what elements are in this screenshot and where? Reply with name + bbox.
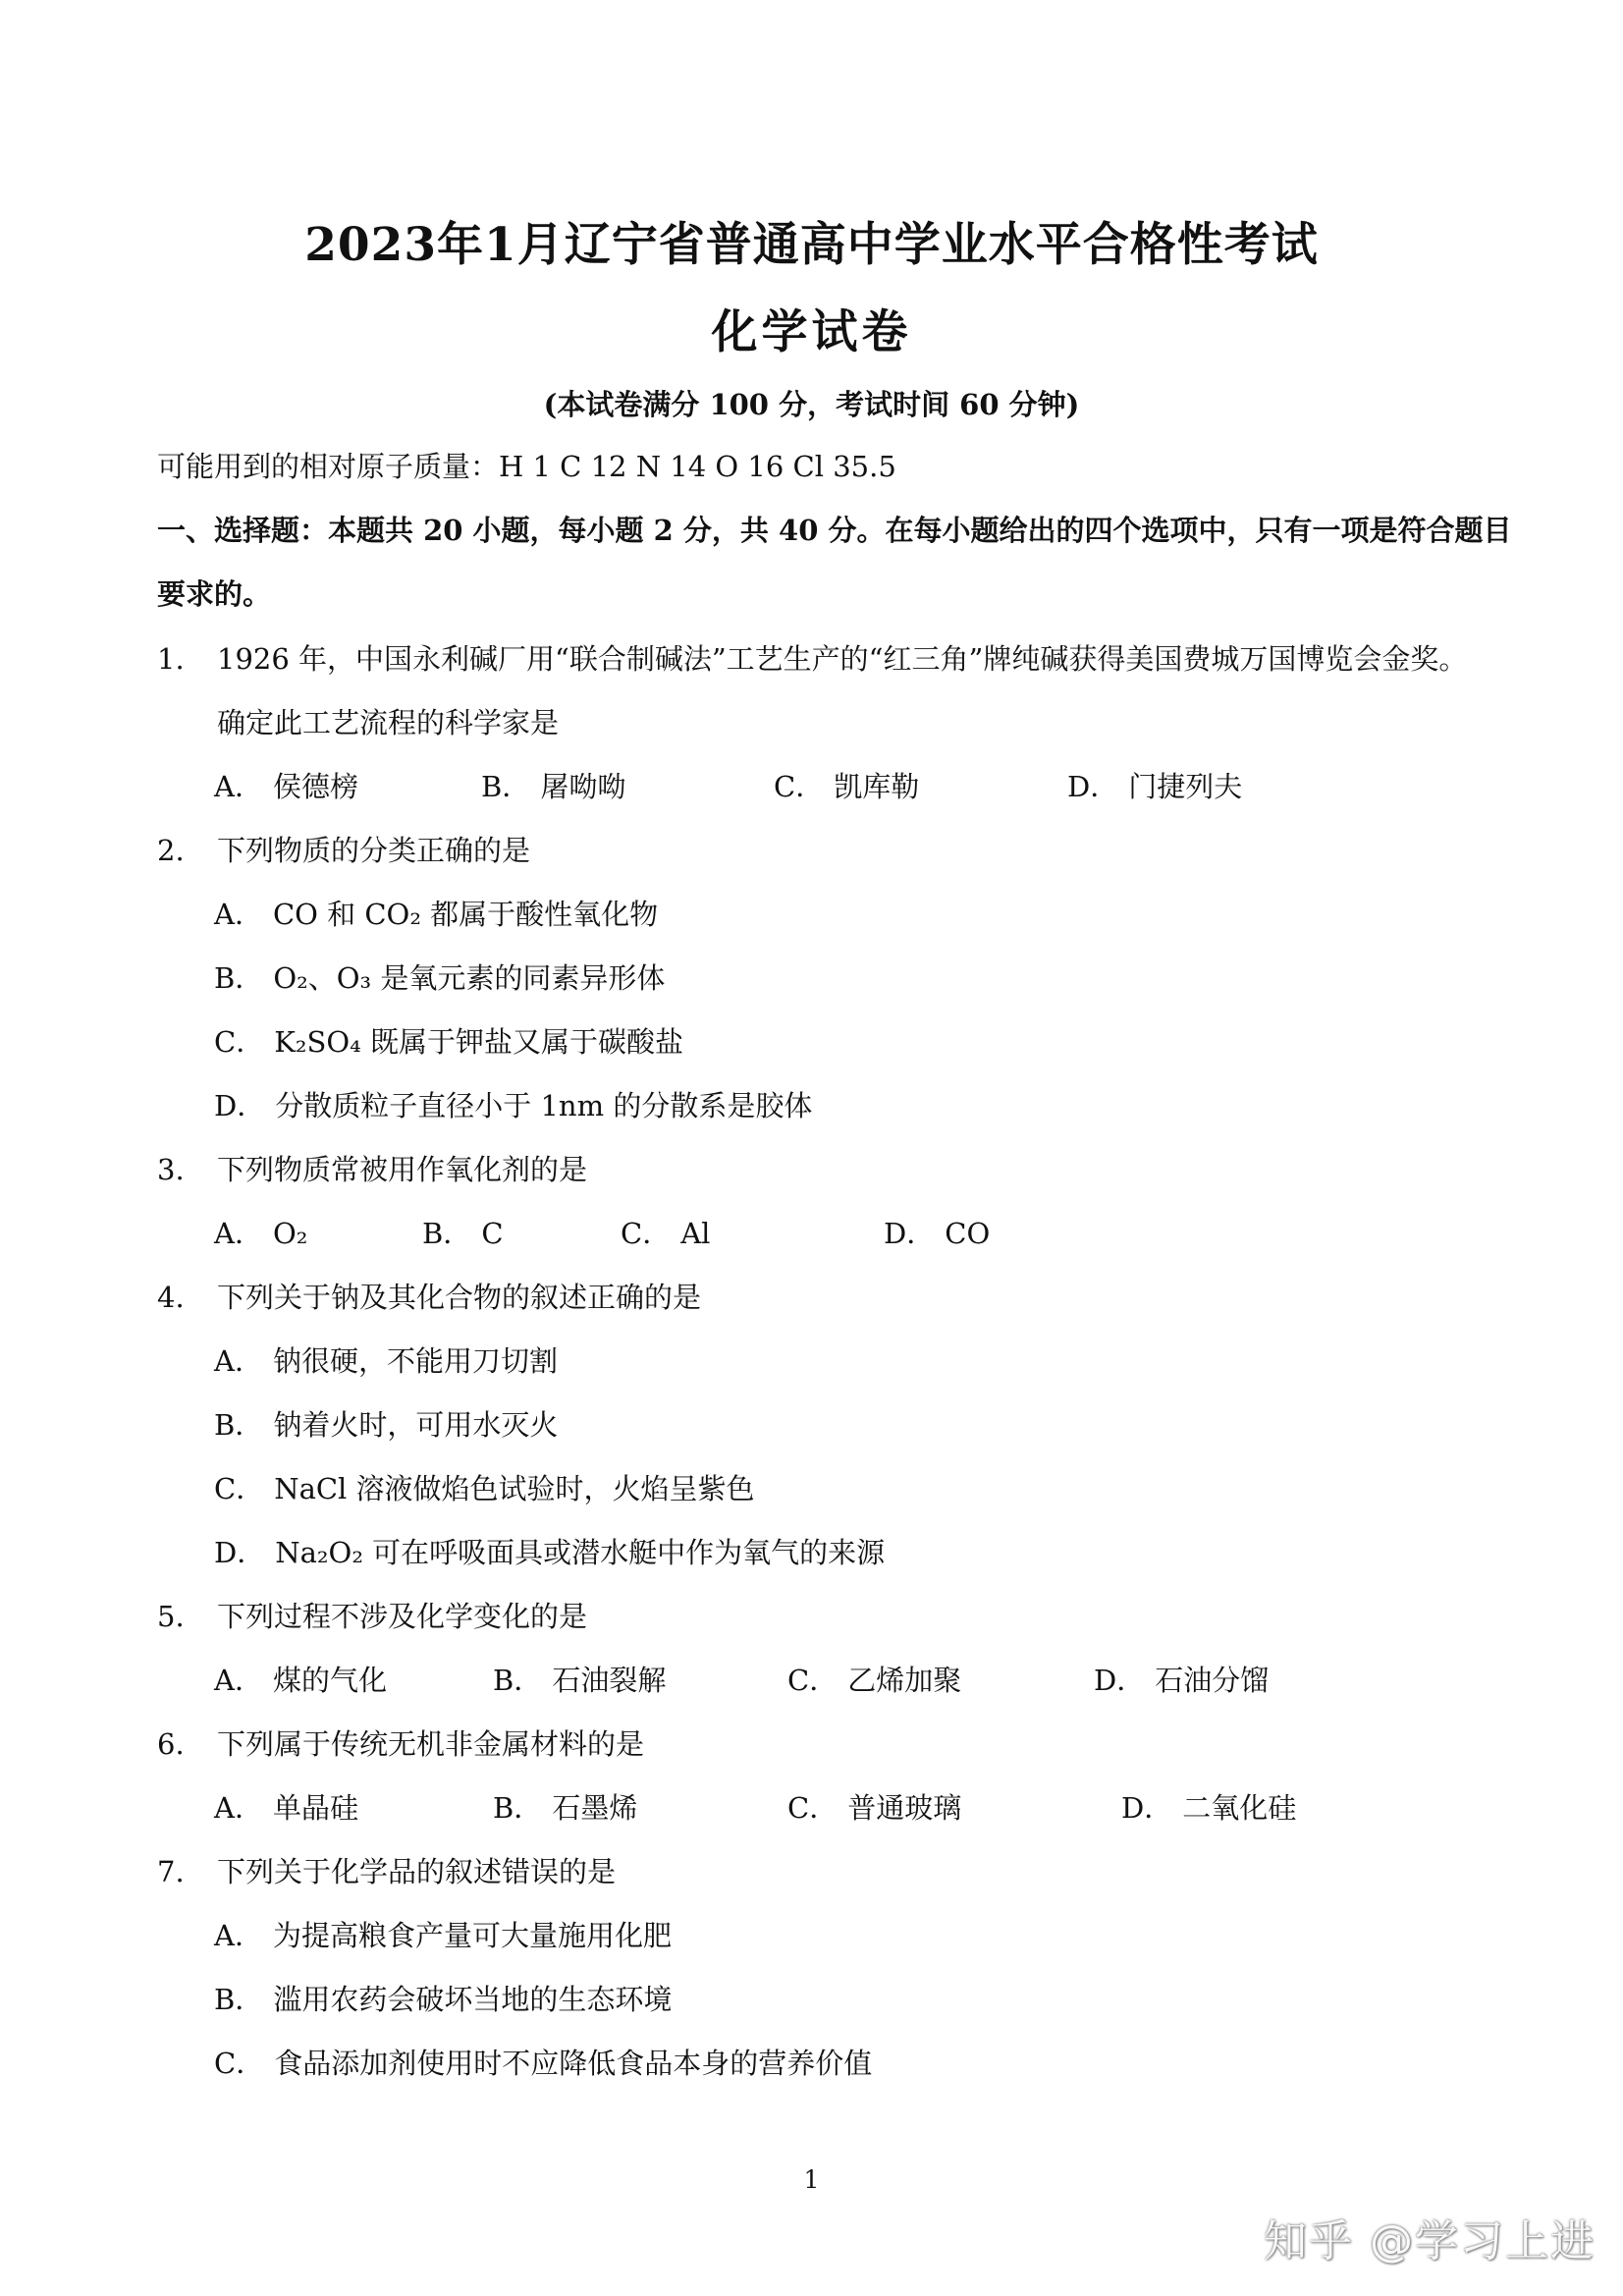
exam-note: (本试卷满分 100 分，考试时间 60 分钟) xyxy=(543,388,1080,421)
option-text: 钠着火时，可用水灭火 xyxy=(273,1408,559,1442)
question-text: 下列物质的分类正确的是 xyxy=(217,834,531,867)
exam-title: 2023年1月辽宁省普通高中学业水平合格性考试 xyxy=(304,218,1319,272)
option-letter: B． xyxy=(422,1217,472,1250)
option-text: CO xyxy=(945,1217,991,1250)
option-text: 石油分馏 xyxy=(1155,1664,1270,1697)
option-d xyxy=(1094,1661,1269,1700)
page-number: 1 xyxy=(803,2165,820,2194)
option-d xyxy=(884,1214,990,1253)
option-c xyxy=(787,1788,961,1828)
question-text: 下列关于钠及其化合物的叙述正确的是 xyxy=(217,1281,702,1314)
option-letter: D． xyxy=(214,1536,266,1569)
option-letter: A． xyxy=(214,1664,263,1697)
option-a xyxy=(214,1788,358,1828)
option-text: 分散质粒子直径小于 1nm 的分散系是胶体 xyxy=(275,1089,813,1122)
section-heading-line2: 要求的。 xyxy=(157,577,272,611)
option-a xyxy=(214,1661,387,1700)
option-text: 门捷列夫 xyxy=(1128,770,1243,803)
question-number: 6. xyxy=(157,1727,185,1761)
option-letter: C． xyxy=(787,1791,839,1825)
question-number: 2. xyxy=(157,834,185,867)
option-text: 屠呦呦 xyxy=(540,770,626,803)
option-b xyxy=(493,1661,666,1700)
option-a xyxy=(214,767,358,806)
option-c xyxy=(774,767,919,806)
option-letter: D． xyxy=(1094,1664,1146,1697)
option-letter: A． xyxy=(214,898,263,931)
option-c xyxy=(214,1022,683,1062)
question-number: 1. xyxy=(157,642,185,676)
option-letter: A． xyxy=(214,770,263,803)
option-letter: B． xyxy=(214,1408,264,1442)
option-text: Al xyxy=(680,1217,711,1250)
option-c xyxy=(787,1661,961,1700)
question-text: 1926 年，中国永利碱厂用“联合制碱法”工艺生产的“红三角”牌纯碱获得美国费城万国博览会金奖。 xyxy=(217,642,1468,676)
question-number: 4. xyxy=(157,1281,185,1314)
option-letter: D． xyxy=(884,1217,936,1250)
option-text: 食品添加剂使用时不应降低食品本身的营养价值 xyxy=(274,2047,873,2080)
option-d xyxy=(1067,767,1242,806)
exam-subtitle: 化学试卷 xyxy=(711,305,912,359)
option-text: 乙烯加聚 xyxy=(847,1664,962,1697)
question-text: 下列属于传统无机非金属材料的是 xyxy=(217,1727,645,1761)
option-text: O₂ xyxy=(272,1217,308,1250)
question-number: 5. xyxy=(157,1600,185,1633)
option-letter: C． xyxy=(214,1025,265,1059)
section-heading-line1: 一、选择题：本题共 20 小题，每小题 2 分，共 40 分。在每小题给出的四个选项中，只有一项是符合题目 xyxy=(157,514,1512,547)
option-letter: A． xyxy=(214,1217,263,1250)
option-b xyxy=(214,1405,558,1445)
option-text: 石墨烯 xyxy=(552,1791,638,1825)
option-letter: D． xyxy=(1121,1791,1173,1825)
option-text: O₂、O₃ 是氧元素的同素异形体 xyxy=(273,961,666,995)
option-letter: C． xyxy=(787,1664,839,1697)
watermark: 知乎 @学习上进 xyxy=(1264,2216,1596,2267)
option-text: NaCl 溶液做焰色试验时，火焰呈紫色 xyxy=(274,1472,755,1505)
option-letter: B． xyxy=(481,770,531,803)
option-text: 滥用农药会破坏当地的生态环境 xyxy=(273,1983,673,2016)
option-c xyxy=(621,1214,710,1253)
option-letter: A． xyxy=(214,1344,263,1378)
option-letter: B． xyxy=(493,1791,543,1825)
option-b xyxy=(481,767,625,806)
option-b xyxy=(214,1980,672,2019)
question-text: 下列物质常被用作氧化剂的是 xyxy=(217,1153,588,1186)
option-text: 石油裂解 xyxy=(552,1664,667,1697)
option-letter: C． xyxy=(621,1217,672,1250)
option-text: CO 和 CO₂ 都属于酸性氧化物 xyxy=(272,898,659,931)
question-text: 下列关于化学品的叙述错误的是 xyxy=(217,1855,617,1888)
option-letter: C． xyxy=(214,2047,265,2080)
atomic-masses: 可能用到的相对原子质量：H 1 C 12 N 14 O 16 Cl 35.5 xyxy=(157,450,896,483)
option-d xyxy=(1121,1788,1296,1828)
option-c xyxy=(214,2044,872,2083)
option-letter: B． xyxy=(493,1664,543,1697)
option-a xyxy=(214,1214,307,1253)
option-text: 普通玻璃 xyxy=(847,1791,962,1825)
option-letter: A． xyxy=(214,1919,263,1952)
question-number: 7. xyxy=(157,1855,185,1888)
option-b xyxy=(214,958,665,998)
option-letter: D． xyxy=(214,1089,266,1122)
option-b xyxy=(493,1788,637,1828)
option-d xyxy=(214,1086,812,1125)
option-b xyxy=(422,1214,504,1253)
option-text: 二氧化硅 xyxy=(1182,1791,1297,1825)
option-text: 为提高粮食产量可大量施用化肥 xyxy=(272,1919,672,1952)
option-letter: A． xyxy=(214,1791,263,1825)
option-letter: C． xyxy=(774,770,825,803)
option-a xyxy=(214,1341,558,1381)
option-text: 凯库勒 xyxy=(834,770,920,803)
option-d xyxy=(214,1533,885,1572)
option-text: 单晶硅 xyxy=(272,1791,358,1825)
option-text: 钠很硬，不能用刀切割 xyxy=(272,1344,558,1378)
option-text: 侯德榜 xyxy=(272,770,358,803)
option-a xyxy=(214,895,658,934)
option-c xyxy=(214,1469,755,1508)
question-text: 下列过程不涉及化学变化的是 xyxy=(217,1600,588,1633)
option-letter: B． xyxy=(214,1983,264,2016)
option-a xyxy=(214,1916,672,1955)
option-letter: D． xyxy=(1067,770,1119,803)
option-text: K₂SO₄ 既属于钾盐又属于碳酸盐 xyxy=(274,1025,683,1059)
question-number: 3. xyxy=(157,1153,185,1186)
option-letter: B． xyxy=(214,961,264,995)
option-letter: C． xyxy=(214,1472,265,1505)
option-text: C xyxy=(481,1217,504,1250)
question-text-cont: 确定此工艺流程的科学家是 xyxy=(217,706,560,739)
option-text: Na₂O₂ 可在呼吸面具或潜水艇中作为氧气的来源 xyxy=(275,1536,886,1569)
option-text: 煤的气化 xyxy=(272,1664,387,1697)
